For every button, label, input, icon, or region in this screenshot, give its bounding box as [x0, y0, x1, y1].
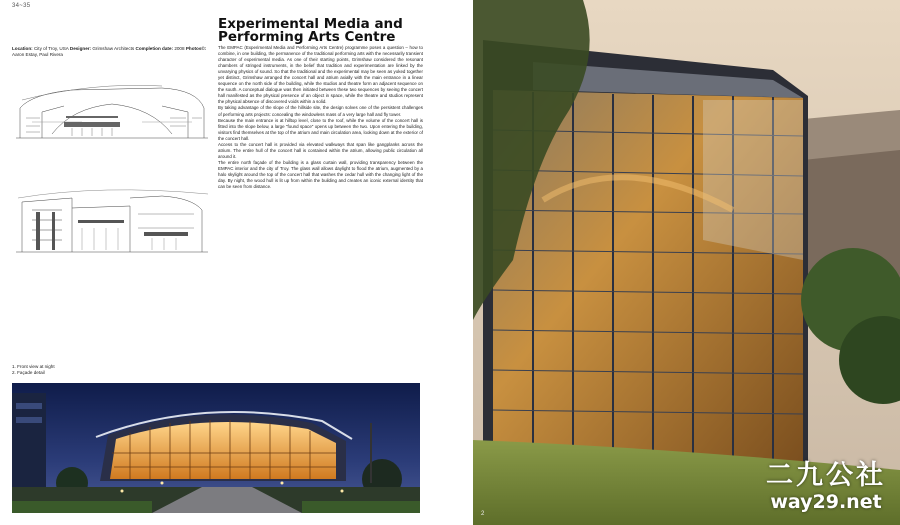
designer-value: Grimshaw Architects	[92, 46, 135, 51]
body-paragraph: The EMPAC (Experimental Media and Performing Arts Centre) programme poses a question – how to combine, in one building, the permanence of the traditional performing arts with the necessarily transient character of experimental media. As one of their starting points, Grimshaw considered the resonant chambers of stringed instruments, in the belief that tradition and experimentation are linked by the unvarying physics of sound. So that the traditional and the experimental may be seen as yoked together yet distinct, Grimshaw arranged the concert hall and atrium axially with the main entrance in a linear sequence on the north side of the building, while the studios and theatre form an adjacent sequence on the south. A conceptual dialogue was then initiated between these two sequences by seeing the concert hall manifested as the physical presence of an object in space, while the theatre and studios represent the physical absence of discovered voids within a solid.	[218, 45, 423, 105]
section-drawing-top	[12, 78, 212, 150]
photo-label: Photos©:	[185, 46, 207, 51]
location-label: Location:	[12, 46, 33, 51]
caption-facade-detail: 2. Façade detail	[12, 370, 45, 375]
body-paragraph: Access to the concert hall is provided via elevated walkways that span like gangplanks across the atrium. The entire hull of the concert hall is contained within the atrium, allowing public circulation all around it.	[218, 141, 423, 159]
figure-captions	[12, 364, 55, 376]
body-text	[218, 45, 423, 190]
completion-value: 2008	[174, 46, 185, 51]
body-paragraph: The entire north façade of the building is a glass curtain wall, providing transparency between the EMPAC interior and the city of Troy. The glass wall allows daylight to flood the atrium, augmented by a halo skylight around the top of the concert hall that washes the cedar hull with the changing light of the day. By night, the wood hull is lit up from within the building and creates an iconic external identity that can be seen from distance.	[218, 159, 423, 190]
designer-label: Designer:	[69, 46, 92, 51]
body-paragraph: Because the main entrance is at hilltop level, close to the roof, while the volume of the concert hall is fitted into the slope below, a large "found space" opens up between the two. Upon entering the building, visitors find themselves at the top of the atrium and main circulation area, looking down at the exterior of the concert hall.	[218, 117, 423, 141]
body-paragraph: By taking advantage of the slope of the hillside site, the design solves one of the persistent challenges of performing arts projects: concealing the windowless mass of a very large hall and fly tower.	[218, 105, 423, 117]
facade-illustration	[473, 0, 900, 525]
page-number: 34~35	[12, 3, 31, 9]
night-building-illustration	[12, 383, 420, 513]
location-value: City of Troy, USA	[33, 46, 69, 51]
watermark-url: way29.net	[770, 491, 882, 513]
figure-number-facade: 2	[481, 511, 485, 517]
section-drawing-bottom	[12, 180, 212, 260]
completion-label: Completion date:	[135, 46, 174, 51]
photo-facade-detail	[473, 0, 900, 525]
photo-value: Aaron Estay, Paul Rivera	[12, 52, 63, 58]
page-title: Experimental Media and Performing Arts Centre	[218, 16, 403, 45]
watermark	[766, 461, 886, 513]
photo-front-view-night	[12, 383, 420, 513]
project-credits	[12, 46, 212, 59]
caption-front-view: 1. Front view at night	[12, 364, 55, 369]
watermark-chinese: 二九公社	[766, 460, 886, 491]
